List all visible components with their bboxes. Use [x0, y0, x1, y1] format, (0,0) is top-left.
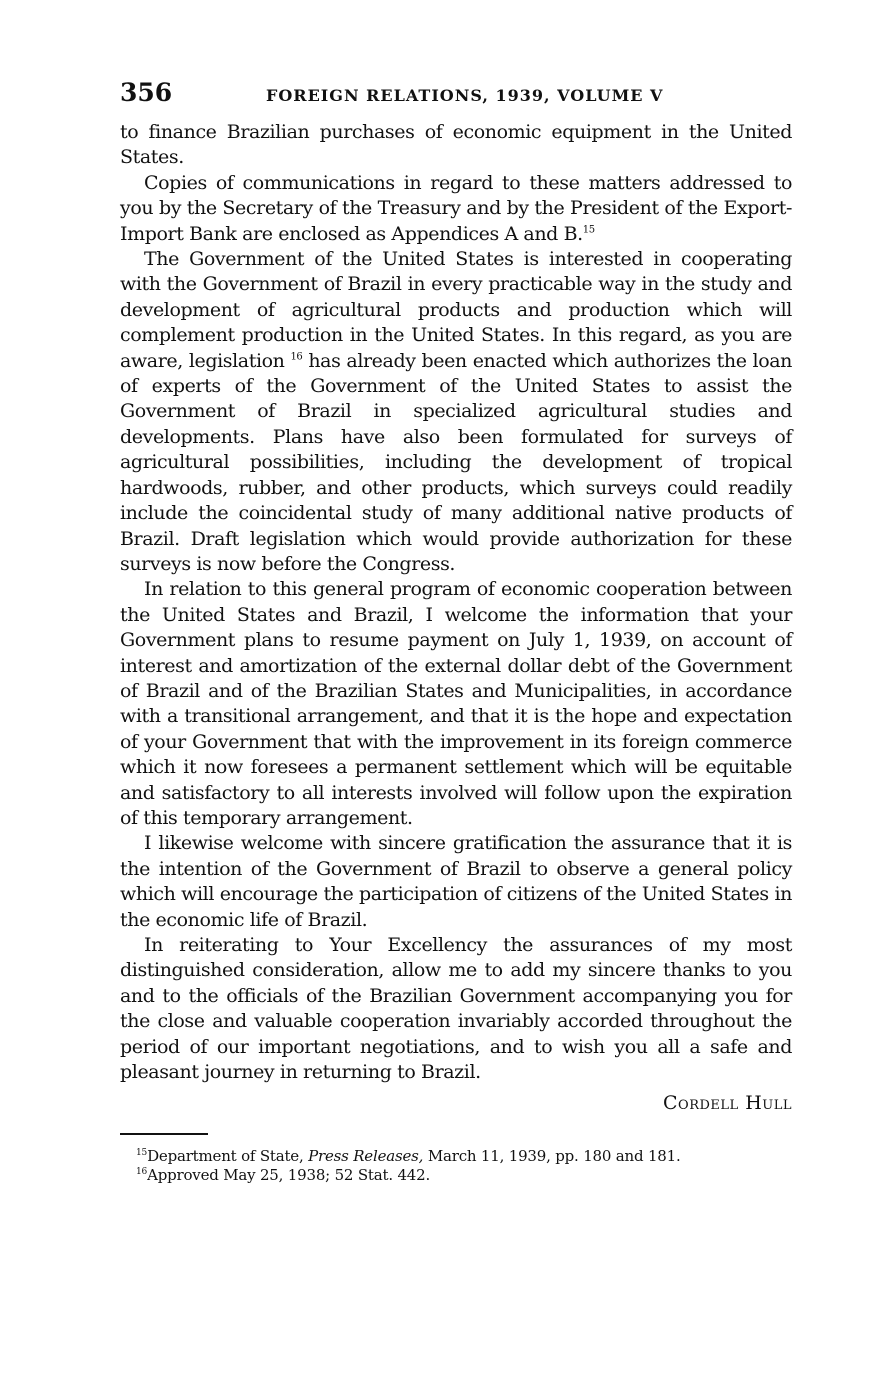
page-header — [120, 78, 792, 120]
page-number: 356 — [120, 78, 173, 107]
paragraph-6: In reiterating to Your Excellency the assurances of my most distinguished consideration, allow me to add my sincere thanks to you and to the officials of the Brazilian Government accompanying you for the close and valuable cooperation invariably accorded throughout the period of our important negotiations, and to wish you all a safe and pleasant journey in returning to Brazil. — [120, 934, 792, 1084]
paragraph-3: The Government of the United States is interested in cooperating with the Government of Brazil in every practicable way in the study and development of agricultural products and production which will complement production in the United States. In this regard, as you are aware, legislation $^{16}$ has already been enacted which authorizes the loan of experts of the Government of the United States to assist the Government of Brazil in specialized agricultural studies and developments. Plans have also been formulated for surveys of agricultural possibilities, including the development of tropical hardwoods, rubber, and other products, which surveys could readily include the coincidental study of many additional native products of Brazil. Draft legislation which would provide authorization for these surveys is now before the Congress. — [120, 248, 793, 575]
footnote-divider — [120, 1133, 208, 1135]
running-head: FOREIGN RELATIONS, 1939, VOLUME V — [266, 86, 664, 105]
document-page — [120, 78, 792, 1185]
paragraph-4: In relation to this general program of economic cooperation between the United States and Brazil, I welcome the information that your Government plans to resume payment on July 1, 1939, on account of interest and amortization of the external dollar debt of the Government of Brazil and of the Brazilian States and Municipalities, in accordance with a transitional arrangement, and that it is the hope and expectation of your Government that with the improvement in its foreign commerce which it now foresees a permanent settlement which will be equitable and satisfactory to all interests involved will follow upon the expiration of this temporary arrangement. — [120, 578, 792, 829]
paragraph-5: I likewise welcome with sincere gratification the assurance that it is the intention of the Government of Brazil to observe a general policy which will encourage the participation of citizens of the United States in the economic life of Brazil. — [120, 832, 792, 931]
footnote-ref-16[interactable]: 16 — [290, 351, 303, 363]
footnote-ref-15[interactable]: 15 — [582, 224, 595, 236]
paragraph-1: to finance Brazilian purchases of economic equipment in the United States. — [120, 121, 792, 169]
footnote-15: $^{15}$Department of State, Press Releases, March 11, 1939, pp. 180 and 181. — [136, 1147, 681, 1166]
signature: Cordell Hull — [663, 1092, 792, 1115]
footnotes — [120, 1147, 792, 1185]
paragraph-2: Copies of communications in regard to these matters addressed to you by the Secretary of the Treasury and by the President of the Export-Import Bank are enclosed as Appendices A and B.$^{15}$ — [120, 171, 792, 245]
body-text — [120, 120, 792, 1085]
footnote-16: $^{16}$Approved May 25, 1938; 52 Stat. 442. — [136, 1166, 431, 1185]
